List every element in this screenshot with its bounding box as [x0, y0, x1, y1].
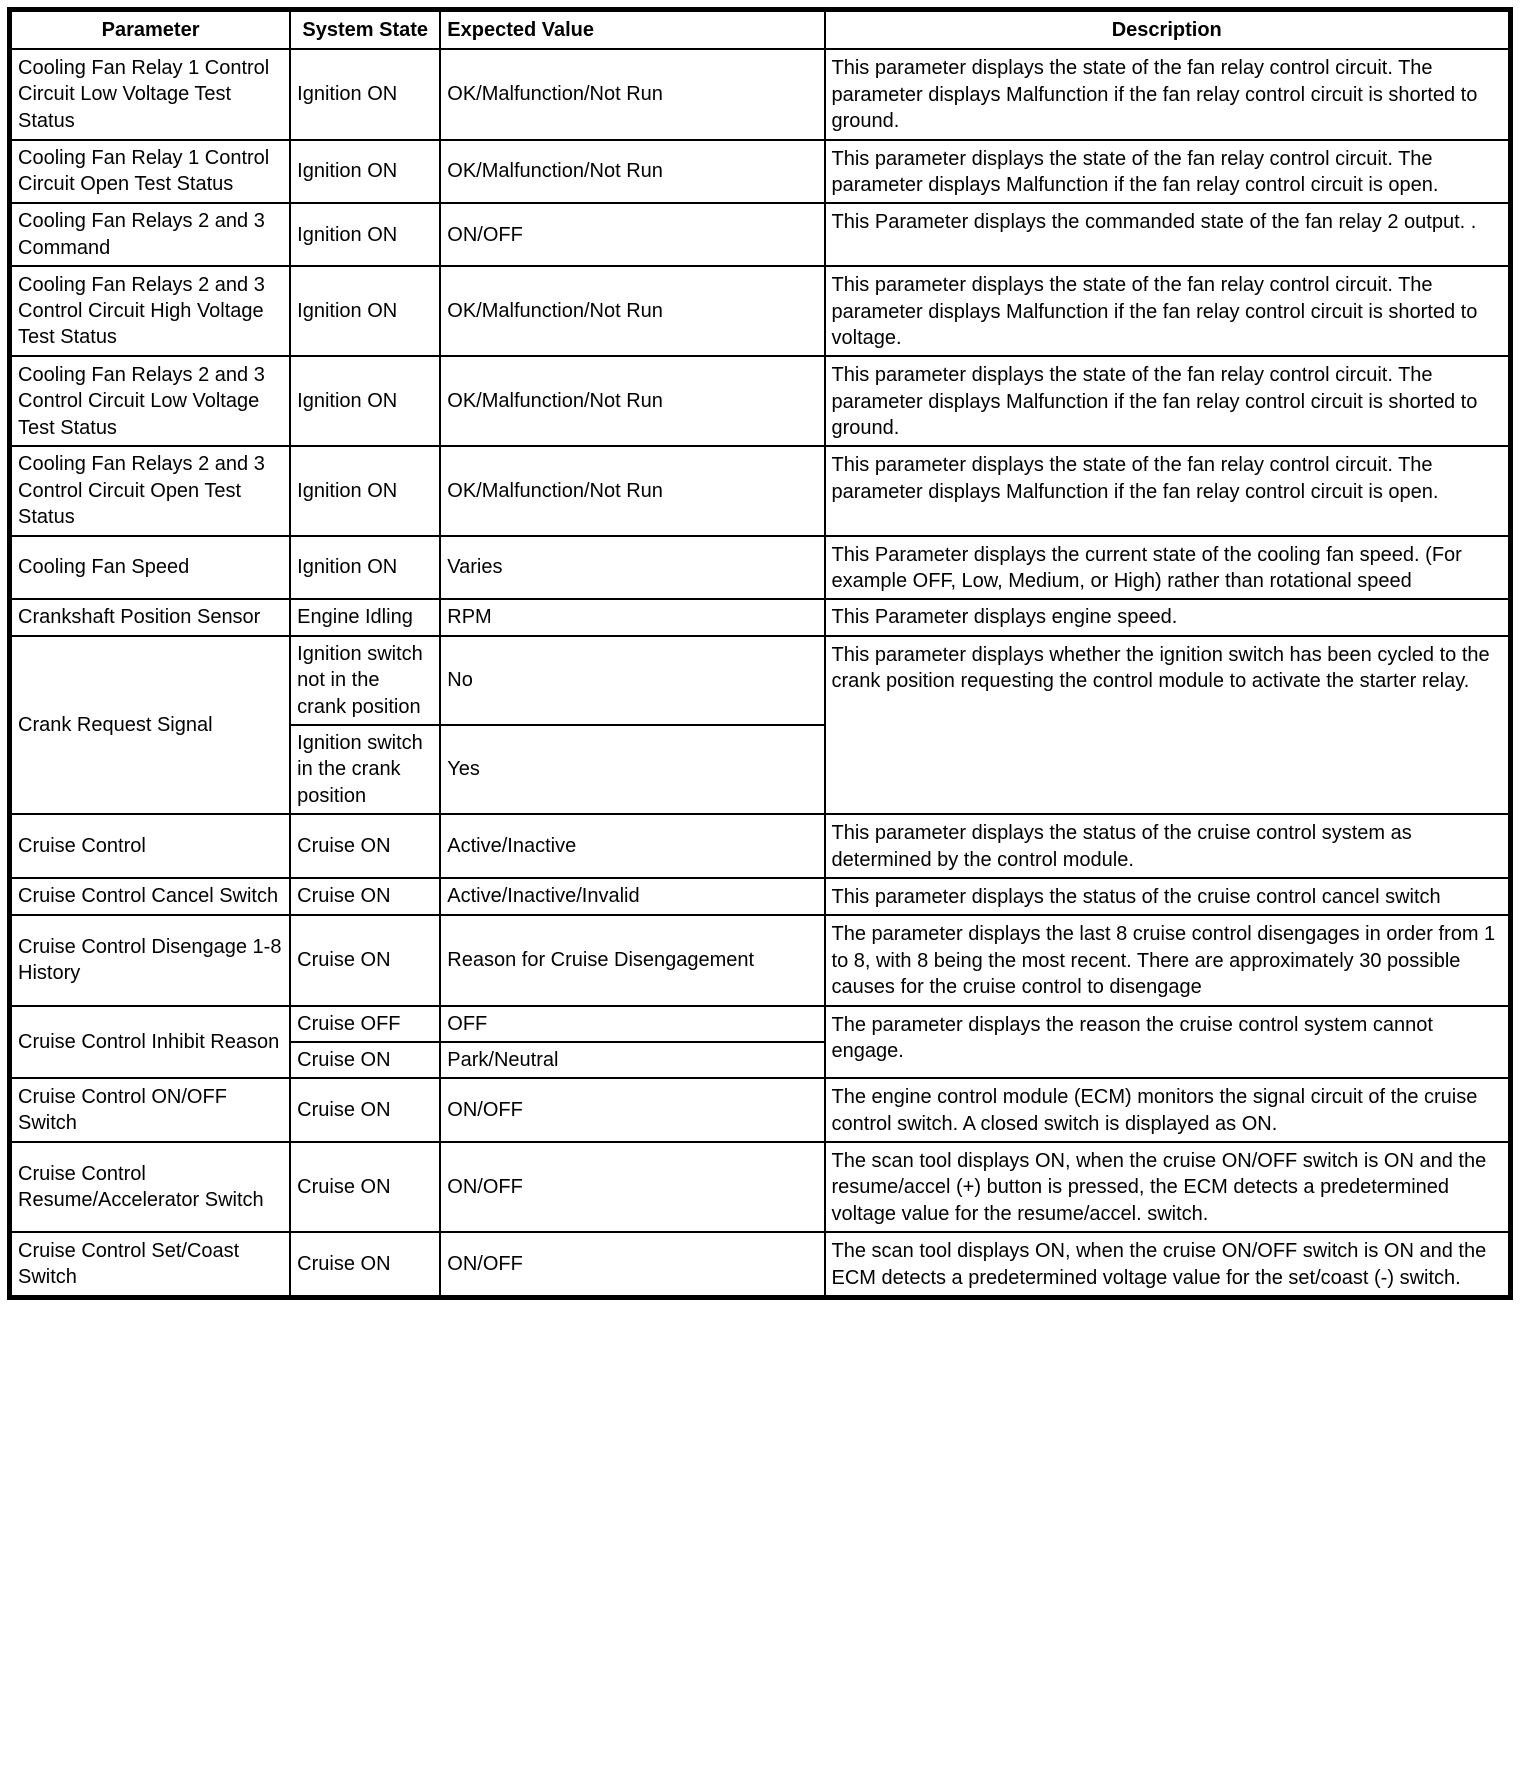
table-row	[10, 636, 1511, 725]
description-cell: This parameter displays whether the ignition switch has been cycled to the crank position requesting the control module to activate the starter relay.	[825, 636, 1511, 814]
expected-value-cell: Park/Neutral	[440, 1042, 824, 1078]
expected-value-cell: Reason for Cruise Disengagement	[440, 915, 824, 1005]
expected-value-cell: OFF	[440, 1006, 824, 1042]
expected-value-cell: No	[440, 636, 824, 725]
table-row	[10, 536, 1511, 600]
table-row	[10, 915, 1511, 1005]
parameter-cell: Crankshaft Position Sensor	[10, 599, 291, 635]
parameter-cell: Cooling Fan Relays 2 and 3 Command	[10, 203, 291, 266]
system-state-cell: Ignition ON	[290, 140, 440, 204]
expected-value-cell: Yes	[440, 725, 824, 814]
parameter-cell: Cooling Fan Relays 2 and 3 Control Circuit Low Voltage Test Status	[10, 356, 291, 446]
system-state-cell: Cruise ON	[290, 1042, 440, 1078]
parameter-cell: Cooling Fan Relays 2 and 3 Control Circuit Open Test Status	[10, 446, 291, 535]
expected-value-cell: OK/Malfunction/Not Run	[440, 49, 824, 139]
system-state-cell: Ignition ON	[290, 536, 440, 600]
table-row	[10, 599, 1511, 635]
table-row	[10, 1142, 1511, 1232]
system-state-cell: Ignition ON	[290, 203, 440, 266]
system-state-cell: Cruise ON	[290, 915, 440, 1005]
parameter-cell: Cooling Fan Relay 1 Control Circuit Open Test Status	[10, 140, 291, 204]
system-state-cell: Cruise ON	[290, 814, 440, 878]
parameter-cell: Cruise Control Inhibit Reason	[10, 1006, 291, 1079]
table-row	[10, 878, 1511, 915]
system-state-cell: Cruise OFF	[290, 1006, 440, 1042]
parameter-cell: Cooling Fan Relay 1 Control Circuit Low Voltage Test Status	[10, 49, 291, 139]
expected-value-cell: OK/Malfunction/Not Run	[440, 446, 824, 535]
table-row	[10, 1078, 1511, 1142]
system-state-cell: Ignition switch in the crank position	[290, 725, 440, 814]
system-state-cell: Ignition ON	[290, 356, 440, 446]
system-state-cell: Cruise ON	[290, 1078, 440, 1142]
expected-value-cell: ON/OFF	[440, 203, 824, 266]
parameter-table	[7, 7, 1513, 1300]
table-row	[10, 49, 1511, 139]
description-cell: This parameter displays the state of the fan relay control circuit. The parameter displays Malfunction if the fan relay control circuit is shorted to voltage.	[825, 266, 1511, 356]
description-cell: The engine control module (ECM) monitors the signal circuit of the cruise control switch. A closed switch is displayed as ON.	[825, 1078, 1511, 1142]
expected-value-cell: RPM	[440, 599, 824, 635]
description-cell: The scan tool displays ON, when the cruise ON/OFF switch is ON and the ECM detects a predetermined voltage value for the set/coast (-) switch.	[825, 1232, 1511, 1297]
system-state-cell: Cruise ON	[290, 1232, 440, 1297]
expected-value-cell: Active/Inactive	[440, 814, 824, 878]
expected-value-cell: Varies	[440, 536, 824, 600]
description-cell: This parameter displays the state of the fan relay control circuit. The parameter displays Malfunction if the fan relay control circuit is shorted to ground.	[825, 49, 1511, 139]
description-cell: The parameter displays the last 8 cruise control disengages in order from 1 to 8, with 8 being the most recent. There are approximately 30 possible causes for the cruise control to disengage	[825, 915, 1511, 1005]
description-cell: The parameter displays the reason the cruise control system cannot engage.	[825, 1006, 1511, 1079]
header-parameter: Parameter	[10, 10, 291, 50]
parameter-cell: Cooling Fan Relays 2 and 3 Control Circuit High Voltage Test Status	[10, 266, 291, 356]
description-cell: The scan tool displays ON, when the cruise ON/OFF switch is ON and the resume/accel (+) button is pressed, the ECM detects a predetermined voltage value for the resume/accel. switch.	[825, 1142, 1511, 1232]
header-system-state: System State	[290, 10, 440, 50]
description-cell: This Parameter displays the commanded state of the fan relay 2 output. .	[825, 203, 1511, 266]
table-row	[10, 266, 1511, 356]
system-state-cell: Cruise ON	[290, 1142, 440, 1232]
description-cell: This parameter displays the state of the fan relay control circuit. The parameter displays Malfunction if the fan relay control circuit is shorted to ground.	[825, 356, 1511, 446]
expected-value-cell: OK/Malfunction/Not Run	[440, 266, 824, 356]
description-cell: This parameter displays the state of the fan relay control circuit. The parameter displays Malfunction if the fan relay control circuit is open.	[825, 446, 1511, 535]
table-row	[10, 203, 1511, 266]
description-cell: This parameter displays the status of the cruise control cancel switch	[825, 878, 1511, 915]
description-cell: This Parameter displays engine speed.	[825, 599, 1511, 635]
parameter-cell: Cruise Control Set/Coast Switch	[10, 1232, 291, 1297]
table-row	[10, 814, 1511, 878]
expected-value-cell: ON/OFF	[440, 1142, 824, 1232]
parameter-cell: Cruise Control Cancel Switch	[10, 878, 291, 915]
description-cell: This parameter displays the state of the fan relay control circuit. The parameter displays Malfunction if the fan relay control circuit is open.	[825, 140, 1511, 204]
table-row	[10, 356, 1511, 446]
table-row	[10, 446, 1511, 535]
expected-value-cell: Active/Inactive/Invalid	[440, 878, 824, 915]
system-state-cell: Engine Idling	[290, 599, 440, 635]
expected-value-cell: ON/OFF	[440, 1232, 824, 1297]
table-row	[10, 140, 1511, 204]
description-cell: This parameter displays the status of the cruise control system as determined by the control module.	[825, 814, 1511, 878]
header-description: Description	[825, 10, 1511, 50]
system-state-cell: Cruise ON	[290, 878, 440, 915]
parameter-cell: Cruise Control Resume/Accelerator Switch	[10, 1142, 291, 1232]
system-state-cell: Ignition ON	[290, 266, 440, 356]
expected-value-cell: OK/Malfunction/Not Run	[440, 140, 824, 204]
parameter-cell: Cooling Fan Speed	[10, 536, 291, 600]
system-state-cell: Ignition ON	[290, 446, 440, 535]
expected-value-cell: ON/OFF	[440, 1078, 824, 1142]
description-cell: This Parameter displays the current state of the cooling fan speed. (For example OFF, Low, Medium, or High) rather than rotational speed	[825, 536, 1511, 600]
parameter-cell: Cruise Control Disengage 1-8 History	[10, 915, 291, 1005]
table-header-row	[10, 10, 1511, 50]
table-row	[10, 1232, 1511, 1297]
system-state-cell: Ignition ON	[290, 49, 440, 139]
parameter-cell: Crank Request Signal	[10, 636, 291, 814]
parameter-cell: Cruise Control	[10, 814, 291, 878]
header-expected-value: Expected Value	[440, 10, 824, 50]
table-row	[10, 1006, 1511, 1042]
parameter-cell: Cruise Control ON/OFF Switch	[10, 1078, 291, 1142]
expected-value-cell: OK/Malfunction/Not Run	[440, 356, 824, 446]
system-state-cell: Ignition switch not in the crank position	[290, 636, 440, 725]
